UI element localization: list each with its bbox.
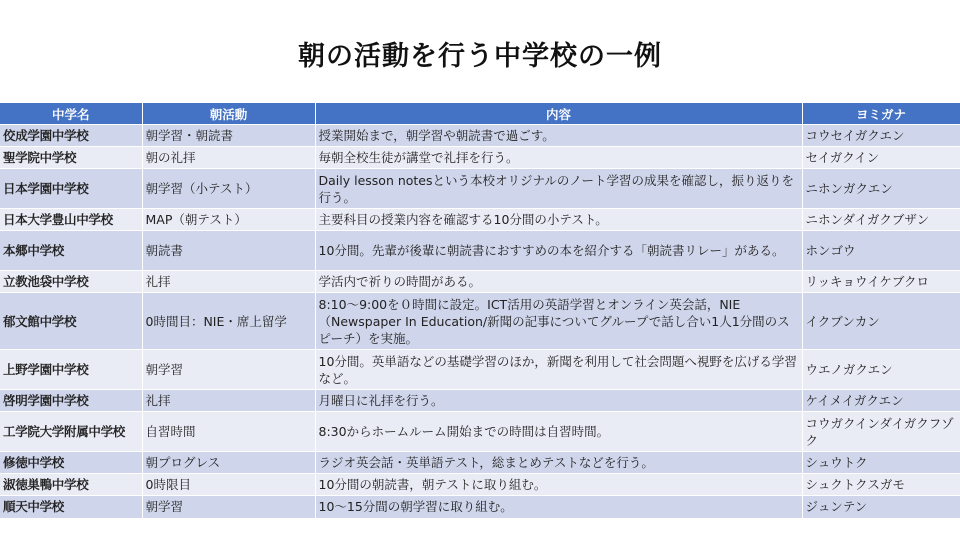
activity-cell: 礼拝 — [142, 390, 315, 412]
school-name-cell: 佼成学園中学校 — [0, 125, 142, 147]
table-row — [0, 271, 960, 293]
school-name-cell: 上野学園中学校 — [0, 350, 142, 390]
content-cell: ラジオ英会話・英単語テスト，総まとめテストなどを行う。 — [315, 452, 802, 474]
table-row — [0, 412, 960, 452]
reading-cell: ニホンダイガクブザン — [802, 209, 960, 231]
content-cell: 月曜日に礼拝を行う。 — [315, 390, 802, 412]
table-row — [0, 169, 960, 209]
header-content: 内容 — [315, 103, 802, 125]
school-name-cell: 聖学院中学校 — [0, 147, 142, 169]
school-name-cell: 啓明学園中学校 — [0, 390, 142, 412]
table-header-row — [0, 103, 960, 125]
header-morning-activity: 朝活動 — [142, 103, 315, 125]
reading-cell: ウエノガクエン — [802, 350, 960, 390]
content-cell: 10分間。先輩が後輩に朝読書におすすめの本を紹介する「朝読書リレー」がある。 — [315, 231, 802, 271]
activity-cell: 0時間目：NIE・席上留学 — [142, 293, 315, 350]
reading-cell: リッキョウイケブクロ — [802, 271, 960, 293]
content-cell: 10～15分間の朝学習に取り組む。 — [315, 496, 802, 518]
school-name-cell: 工学院大学附属中学校 — [0, 412, 142, 452]
school-name-cell: 本郷中学校 — [0, 231, 142, 271]
header-reading: ヨミガナ — [802, 103, 960, 125]
reading-cell: コウセイガクエン — [802, 125, 960, 147]
reading-cell: ニホンガクエン — [802, 169, 960, 209]
activity-cell: 自習時間 — [142, 412, 315, 452]
reading-cell: シュウトク — [802, 452, 960, 474]
content-cell: 毎朝全校生徒が講堂で礼拝を行う。 — [315, 147, 802, 169]
table-row — [0, 452, 960, 474]
reading-cell: コウガクインダイガクフゾク — [802, 412, 960, 452]
activity-cell: 0時限目 — [142, 474, 315, 496]
school-name-cell: 日本大学豊山中学校 — [0, 209, 142, 231]
activity-cell: 朝学習（小テスト） — [142, 169, 315, 209]
table-row — [0, 293, 960, 350]
reading-cell: シュクトクスガモ — [802, 474, 960, 496]
reading-cell: セイガクイン — [802, 147, 960, 169]
activity-cell: 朝学習 — [142, 496, 315, 518]
slide-title: 朝の活動を行う中学校の一例 — [298, 41, 662, 72]
school-name-cell: 立教池袋中学校 — [0, 271, 142, 293]
header-school-name: 中学名 — [0, 103, 142, 125]
table-row — [0, 390, 960, 412]
reading-cell: ケイメイガクエン — [802, 390, 960, 412]
content-cell: 10分間の朝読書，朝テストに取り組む。 — [315, 474, 802, 496]
table-row — [0, 125, 960, 147]
school-name-cell: 淑徳巣鴨中学校 — [0, 474, 142, 496]
activity-cell: 朝プログレス — [142, 452, 315, 474]
table-row — [0, 231, 960, 271]
content-cell: 8:30からホームルーム開始までの時間は自習時間。 — [315, 412, 802, 452]
content-cell: 主要科目の授業内容を確認する10分間の小テスト。 — [315, 209, 802, 231]
activity-cell: MAP（朝テスト） — [142, 209, 315, 231]
table-row — [0, 147, 960, 169]
activity-cell: 朝の礼拝 — [142, 147, 315, 169]
table-body — [0, 125, 960, 518]
schools-table — [0, 103, 960, 518]
reading-cell: イクブンカン — [802, 293, 960, 350]
table-row — [0, 496, 960, 518]
table-row — [0, 474, 960, 496]
school-name-cell: 順天中学校 — [0, 496, 142, 518]
reading-cell: ホンゴウ — [802, 231, 960, 271]
activity-cell: 朝学習 — [142, 350, 315, 390]
school-name-cell: 郁文館中学校 — [0, 293, 142, 350]
table-row — [0, 209, 960, 231]
content-cell: 8:10～9:00を０時間に設定。ICT活用の英語学習とオンライン英会話，NIE（Newspaper In Education/新聞の記事についてグループで話し合い1人1分間のスピーチ）を実施。 — [315, 293, 802, 350]
activity-cell: 礼拝 — [142, 271, 315, 293]
activity-cell: 朝学習・朝読書 — [142, 125, 315, 147]
content-cell: 授業開始まで，朝学習や朝読書で過ごす。 — [315, 125, 802, 147]
table-row — [0, 350, 960, 390]
school-name-cell: 日本学園中学校 — [0, 169, 142, 209]
content-cell: Daily lesson notesという本校オリジナルのノート学習の成果を確認し，振り返りを行う。 — [315, 169, 802, 209]
reading-cell: ジュンテン — [802, 496, 960, 518]
content-cell: 学活内で祈りの時間がある。 — [315, 271, 802, 293]
school-name-cell: 修徳中学校 — [0, 452, 142, 474]
content-cell: 10分間。英単語などの基礎学習のほか，新聞を利用して社会問題へ視野を広げる学習など。 — [315, 350, 802, 390]
activity-cell: 朝読書 — [142, 231, 315, 271]
